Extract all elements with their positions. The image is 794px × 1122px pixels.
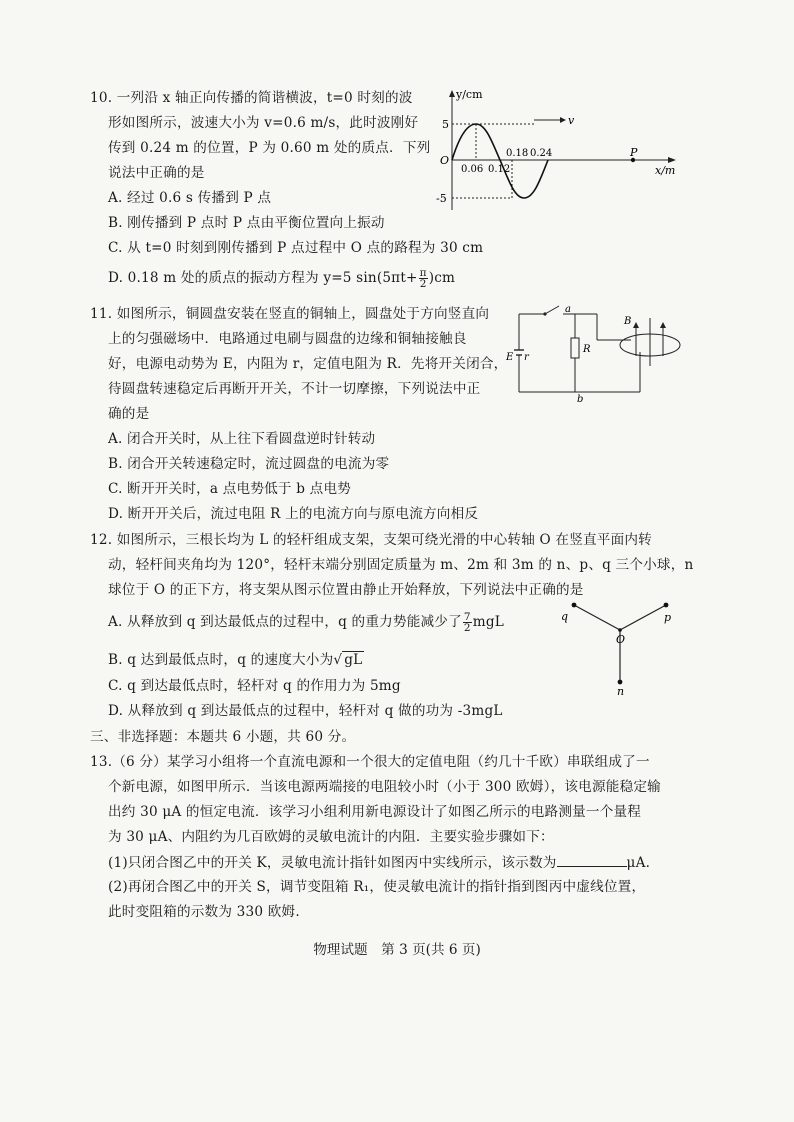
label-r-resistor: R <box>583 344 591 355</box>
q10-option-d <box>108 268 455 289</box>
origin-label: O <box>440 154 450 167</box>
q12-option-a-post: mgL <box>472 614 505 630</box>
q10-frac-den: 2 <box>419 278 427 290</box>
point-p-label: P <box>630 146 638 159</box>
q11-option-a: A. 闭合开关时，从上往下看圆盘逆时针转动 <box>108 431 376 447</box>
q13-step-2b: 此时变阻箱的示数为 330 欧姆. <box>108 904 300 920</box>
ball-n <box>618 680 623 685</box>
q10-option-c: C. 从 t=0 时刻到刚传播到 P 点过程中 O 点的路程为 30 cm <box>108 240 484 256</box>
q11-option-d: D. 断开开关后，流过电阻 R 上的电流方向与原电流方向相反 <box>108 506 479 522</box>
label-n: n <box>617 685 625 698</box>
y-axis-label: y/cm <box>456 88 483 101</box>
x-tick-006: 0.06 <box>461 164 484 175</box>
q10-line-3: 传到 0.24 m 的位置，P 为 0.60 m 处的质点．下列 <box>108 140 431 156</box>
q12-option-c: C. q 到达最低点时，轻杆对 q 的作用力为 5mg <box>108 678 401 694</box>
q12-rod-figure <box>555 590 675 700</box>
answer-blank[interactable] <box>557 852 627 867</box>
q10-option-d-pre: D. 0.18 m 处的质点的振动方程为 y=5 sin(5πt+ <box>108 270 418 286</box>
q11-line-1: 11. 如图所示，铜圆盘安装在竖直的铜轴上，圆盘处于方向竖直向 <box>90 306 490 322</box>
q11-line-5: 确的是 <box>108 406 150 422</box>
y-axis-arrow <box>449 90 455 97</box>
q12-option-a <box>108 612 504 633</box>
q13-step-2a: (2)再闭合图乙中的开关 S，调节变阻箱 R₁，使灵敏电流计的指针指到图丙中虚线位置， <box>108 879 646 895</box>
q11-line-4: 待圆盘转速稳定后再断开开关，不计一切摩擦，下列说法中正 <box>108 381 481 397</box>
label-p: p <box>664 611 672 624</box>
q10-option-d-fraction <box>419 268 428 289</box>
ball-p <box>664 603 669 608</box>
x-tick-018: 0.18 <box>506 148 529 159</box>
x-tick-012: 0.12 <box>488 164 511 175</box>
field-arrow-left <box>633 322 639 328</box>
ball-q <box>572 603 577 608</box>
q12-option-b-pre: B. q 达到最低点时，q 的速度大小为 <box>108 652 334 668</box>
q12-option-d: D. 从释放到 q 到达最低点的过程中，轻杆对 q 做的功为 -3mgL <box>108 703 503 719</box>
q10-frac-num: π <box>419 267 427 279</box>
x-axis-label: x/m <box>655 164 676 177</box>
field-arrow-right <box>660 322 666 328</box>
q10-option-b: B. 刚传播到 P 点时 P 点由平衡位置向上振动 <box>108 215 385 231</box>
q12-line-1: 12. 如图所示，三根长均为 L 的轻杆组成支架，支架可绕光滑的中心转轴 O 在竖直平面内转 <box>90 532 652 548</box>
section-3-heading: 三、非选择题：本题共 6 小题，共 60 分。 <box>90 729 356 745</box>
q11-option-c: C. 断开开关时，a 点电势低于 b 点电势 <box>108 481 352 497</box>
resistor-r <box>571 338 579 358</box>
label-a: a <box>565 304 571 315</box>
label-b: b <box>577 394 584 405</box>
q10-option-a: A. 经过 0.6 s 传播到 P 点 <box>108 190 272 206</box>
switch-blade <box>545 306 559 314</box>
q10-line-1: 10. 一列沿 x 轴正向传播的简谐横波，t=0 时刻的波 <box>90 90 413 106</box>
q11-circuit-figure <box>505 300 685 405</box>
rod-q <box>574 605 620 630</box>
label-r-internal: r <box>524 352 529 363</box>
q12-line-2: 动，轻杆间夹角均为 120°，轻杆末端分别固定质量为 m、2m 和 3m 的 n、p、q 三个小球，n <box>108 557 694 573</box>
q10-wave-figure <box>430 84 680 219</box>
x-axis-arrow <box>668 157 676 163</box>
q10-line-4: 说法中正确的是 <box>108 165 205 181</box>
q13-line-3: 出约 30 μA 的恒定电流．该学习小组利用新电源设计了如图乙所示的电路测量一个量程 <box>108 804 642 820</box>
wave-curve <box>452 124 548 198</box>
q11-line-3: 好，电源电动势为 E，内阻为 r，定值电阻为 R．先将开关闭合， <box>108 356 508 372</box>
velocity-label: v <box>568 114 575 127</box>
velocity-arrowhead <box>560 117 566 123</box>
q10-line-2: 形如图所示，波速大小为 v=0.6 m/s，此时波刚好 <box>108 115 419 131</box>
switch-pivot <box>543 312 546 315</box>
sqrt-sign: √ <box>333 652 343 668</box>
q13-line-2: 个新电源，如图甲所示．当该电源两端接的电阻较小时（小于 300 欧姆），该电源能稳定输 <box>108 779 661 795</box>
q12-option-a-pre: A. 从释放到 q 到达最低点的过程中，q 的重力势能减少了 <box>108 614 462 630</box>
label-q: q <box>561 610 569 623</box>
q13-line-1: 13.（6 分）某学习小组将一个直流电源和一个很大的定值电阻（约几十千欧）串联组成了一 <box>90 754 650 770</box>
q12-frac-den: 2 <box>463 622 471 634</box>
q12-option-b <box>108 650 364 670</box>
label-o: O <box>616 633 626 646</box>
x-tick-024: 0.24 <box>530 148 553 159</box>
q12-frac-num: 7 <box>463 611 471 623</box>
y-tick-pos: 5 <box>442 118 449 131</box>
q13-step-1-text: (1)只闭合图乙中的开关 K，灵敏电流计指针如图丙中实线所示，该示数为 <box>108 855 557 871</box>
page-footer: 物理试题 第 3 页(共 6 页) <box>313 942 481 958</box>
q11-line-2: 上的匀强磁场中．电路通过电刷与圆盘的边缘和铜轴接触良 <box>108 331 467 347</box>
q12-option-a-fraction <box>463 612 472 633</box>
label-b-field: B <box>624 316 632 327</box>
q12-option-b-sqrt: gL <box>344 652 363 668</box>
pivot-o <box>618 628 622 632</box>
q11-option-b: B. 闭合开关转速稳定时，流过圆盘的电流为零 <box>108 456 390 472</box>
label-e: E <box>506 352 514 363</box>
rod-p <box>620 605 666 630</box>
q13-step-1-unit: μA. <box>626 855 651 871</box>
q13-step-1 <box>108 852 650 873</box>
q12-line-3: 球位于 O 的正下方，将支架从图示位置由静止开始释放，下列说法中正确的是 <box>108 582 584 598</box>
q13-line-4: 为 30 μA、内阻约为几百欧姆的灵敏电流计的内阻．主要实验步骤如下： <box>108 829 554 845</box>
y-tick-neg: -5 <box>436 192 447 205</box>
q10-option-d-post: )cm <box>428 270 456 286</box>
